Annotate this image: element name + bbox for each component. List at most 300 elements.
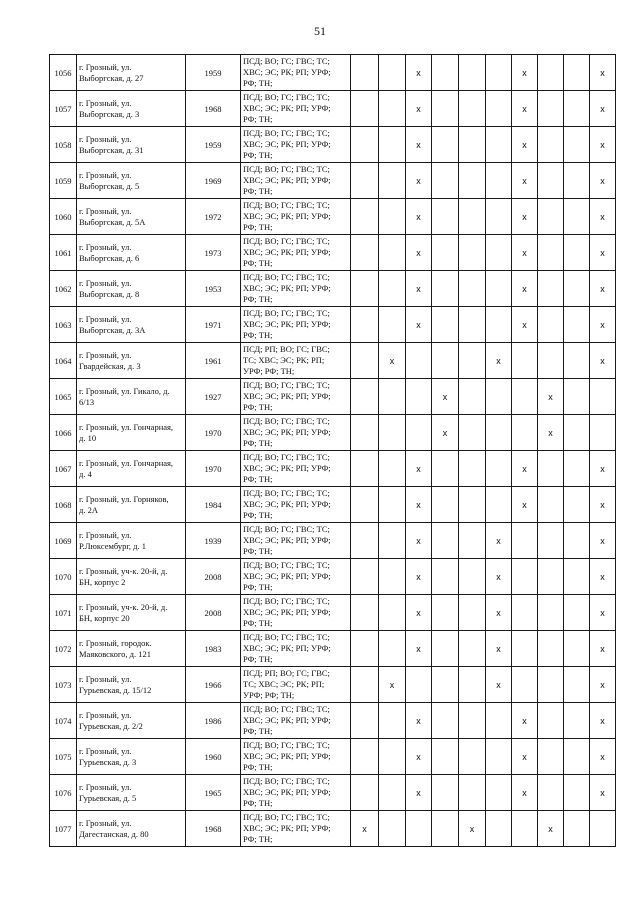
mark-cell <box>486 235 512 271</box>
construction-year: 1961 <box>204 355 222 366</box>
row-number: 1056 <box>54 67 72 78</box>
row-number-cell <box>50 631 77 667</box>
address-line: г. Грозный, ул. <box>79 277 132 288</box>
mark-value: x <box>600 211 605 222</box>
mark-cell <box>351 163 379 199</box>
mark-value: x <box>416 643 421 654</box>
address-line: г. Грозный, ул. <box>79 817 132 828</box>
mark-cell <box>590 127 616 163</box>
row-number-cell <box>50 235 77 271</box>
row-number: 1059 <box>54 175 72 186</box>
mark-cell <box>590 739 616 775</box>
mark-cell <box>486 91 512 127</box>
systems-line: РФ; ТН; <box>243 798 273 808</box>
mark-cell <box>432 55 459 91</box>
mark-cell <box>486 451 512 487</box>
mark-value: x <box>600 715 605 726</box>
mark-cell <box>379 595 406 631</box>
row-number-cell <box>50 703 77 739</box>
mark-value: x <box>600 463 605 474</box>
mark-cell <box>432 703 459 739</box>
address-cell <box>77 487 186 523</box>
mark-cell <box>486 595 512 631</box>
mark-value: x <box>548 391 553 402</box>
mark-cell <box>459 235 486 271</box>
systems-line: ПСД; ВО; ГС; ГВС; ТС; <box>243 164 330 174</box>
systems-cell <box>241 199 351 235</box>
address-line: Р.Люксембург, д. 1 <box>79 540 146 551</box>
mark-value: x <box>496 571 501 582</box>
row-number: 1075 <box>54 751 72 762</box>
year-cell <box>186 451 241 487</box>
mark-cell <box>486 127 512 163</box>
systems-line: ХВС; ЭС; РК; РП; УРФ; <box>243 391 331 401</box>
mark-cell <box>564 271 590 307</box>
mark-cell <box>486 667 512 703</box>
mark-cell <box>486 163 512 199</box>
mark-value: x <box>362 823 367 834</box>
row-number-cell <box>50 127 77 163</box>
mark-value: x <box>600 679 605 690</box>
table-row <box>50 631 616 667</box>
mark-cell <box>351 703 379 739</box>
systems-line: ПСД; ВО; ГС; ГВС; ТС; <box>243 128 330 138</box>
mark-cell <box>379 307 406 343</box>
construction-year: 1971 <box>204 319 222 330</box>
address-cell <box>77 163 186 199</box>
mark-cell <box>590 55 616 91</box>
mark-cell <box>379 487 406 523</box>
table-row <box>50 127 616 163</box>
construction-year: 2008 <box>204 571 222 582</box>
mark-cell <box>379 523 406 559</box>
mark-value: x <box>600 751 605 762</box>
mark-cell <box>379 415 406 451</box>
address-line: г. Грозный, ул. <box>79 169 132 180</box>
mark-cell <box>406 523 432 559</box>
mark-value: x <box>416 607 421 618</box>
mark-cell <box>351 523 379 559</box>
address-line: Выборгская, д. 6 <box>79 252 140 263</box>
mark-cell <box>538 271 564 307</box>
mark-cell <box>432 487 459 523</box>
mark-value: x <box>600 571 605 582</box>
address-line: г. Грозный, ул. <box>79 745 132 756</box>
mark-value: x <box>522 499 527 510</box>
registry-table-body <box>50 55 616 847</box>
row-number: 1066 <box>54 427 72 438</box>
mark-cell <box>406 271 432 307</box>
mark-cell <box>590 523 616 559</box>
row-number-cell <box>50 739 77 775</box>
mark-cell <box>590 235 616 271</box>
mark-cell <box>351 379 379 415</box>
systems-line: ПСД; ВО; ГС; ГВС; ТС; <box>243 56 330 66</box>
mark-value: x <box>416 247 421 258</box>
address-line: Гурьевская, д. 15/12 <box>79 684 152 695</box>
mark-value: x <box>416 283 421 294</box>
mark-cell <box>538 739 564 775</box>
mark-cell <box>564 451 590 487</box>
systems-cell <box>241 379 351 415</box>
systems-line: ПСД; ВО; ГС; ГВС; ТС; <box>243 740 330 750</box>
systems-line: ХВС; ЭС; РК; РП; УРФ; <box>243 427 331 437</box>
mark-cell <box>351 487 379 523</box>
mark-cell <box>351 199 379 235</box>
mark-cell <box>432 811 459 847</box>
address-cell <box>77 523 186 559</box>
systems-line: ХВС; ЭС; РК; РП; УРФ; <box>243 283 331 293</box>
year-cell <box>186 379 241 415</box>
systems-cell <box>241 91 351 127</box>
address-line: Выборгская, д. 5 <box>79 180 140 191</box>
mark-cell <box>459 379 486 415</box>
mark-cell <box>459 163 486 199</box>
mark-cell <box>406 667 432 703</box>
mark-cell <box>538 523 564 559</box>
mark-value: x <box>416 535 421 546</box>
mark-cell <box>351 775 379 811</box>
mark-value: x <box>548 427 553 438</box>
mark-cell <box>564 127 590 163</box>
mark-cell <box>538 343 564 379</box>
mark-cell <box>459 307 486 343</box>
mark-value: x <box>416 787 421 798</box>
systems-cell <box>241 523 351 559</box>
mark-cell <box>564 703 590 739</box>
address-cell <box>77 55 186 91</box>
mark-cell <box>406 415 432 451</box>
address-cell <box>77 631 186 667</box>
mark-cell <box>406 595 432 631</box>
systems-cell <box>241 703 351 739</box>
year-cell <box>186 811 241 847</box>
systems-cell <box>241 559 351 595</box>
mark-cell <box>432 271 459 307</box>
mark-cell <box>432 595 459 631</box>
row-number-cell <box>50 559 77 595</box>
systems-line: ТС; ХВС; ЭС; РК; РП; <box>243 679 325 689</box>
mark-cell <box>351 595 379 631</box>
mark-value: x <box>496 535 501 546</box>
mark-cell <box>406 451 432 487</box>
systems-cell <box>241 811 351 847</box>
mark-cell <box>564 307 590 343</box>
year-cell <box>186 55 241 91</box>
systems-cell <box>241 415 351 451</box>
row-number-cell <box>50 811 77 847</box>
mark-cell <box>590 595 616 631</box>
address-cell <box>77 667 186 703</box>
row-number: 1073 <box>54 679 72 690</box>
mark-value: x <box>496 607 501 618</box>
table-row <box>50 271 616 307</box>
mark-cell <box>351 235 379 271</box>
construction-year: 1960 <box>204 751 222 762</box>
mark-cell <box>538 235 564 271</box>
mark-cell <box>486 199 512 235</box>
mark-cell <box>406 811 432 847</box>
table-row <box>50 703 616 739</box>
systems-line: ПСД; ВО; ГС; ГВС; ТС; <box>243 560 330 570</box>
mark-value: x <box>416 571 421 582</box>
address-line: Дагестанская, д. 80 <box>79 828 149 839</box>
table-row <box>50 775 616 811</box>
address-line: Выборгская, д. 5А <box>79 216 146 227</box>
mark-cell <box>459 487 486 523</box>
mark-cell <box>590 811 616 847</box>
row-number-cell <box>50 667 77 703</box>
construction-year: 1970 <box>204 427 222 438</box>
mark-cell <box>512 307 538 343</box>
mark-cell <box>379 631 406 667</box>
mark-cell <box>379 127 406 163</box>
mark-cell <box>512 343 538 379</box>
mark-cell <box>538 199 564 235</box>
mark-cell <box>486 307 512 343</box>
mark-cell <box>406 127 432 163</box>
construction-year: 1927 <box>204 391 222 402</box>
address-line: г. Грозный, ул. <box>79 133 132 144</box>
mark-cell <box>406 343 432 379</box>
mark-cell <box>406 163 432 199</box>
mark-cell <box>432 199 459 235</box>
mark-cell <box>351 55 379 91</box>
mark-cell <box>486 523 512 559</box>
systems-line: ПСД; ВО; ГС; ГВС; ТС; <box>243 704 330 714</box>
row-number-cell <box>50 415 77 451</box>
year-cell <box>186 199 241 235</box>
mark-cell <box>432 379 459 415</box>
table-row <box>50 307 616 343</box>
systems-line: ТС; ХВС; ЭС; РК; РП; <box>243 355 325 365</box>
mark-cell <box>351 127 379 163</box>
mark-value: x <box>600 355 605 366</box>
systems-cell <box>241 163 351 199</box>
row-number: 1072 <box>54 643 72 654</box>
mark-value: x <box>522 211 527 222</box>
mark-cell <box>564 739 590 775</box>
mark-cell <box>590 775 616 811</box>
address-line: Маяковского, д. 121 <box>79 648 151 659</box>
construction-year: 1984 <box>204 499 222 510</box>
address-line: БН, корпус 2 <box>79 576 126 587</box>
systems-line: ХВС; ЭС; РК; РП; УРФ; <box>243 247 331 257</box>
address-cell <box>77 199 186 235</box>
address-cell <box>77 127 186 163</box>
mark-value: x <box>416 211 421 222</box>
mark-cell <box>590 667 616 703</box>
mark-cell <box>432 523 459 559</box>
mark-value: x <box>442 427 448 438</box>
mark-cell <box>432 775 459 811</box>
mark-value: x <box>469 823 475 834</box>
mark-cell <box>564 343 590 379</box>
mark-value: x <box>416 103 421 114</box>
table-row <box>50 163 616 199</box>
mark-cell <box>538 595 564 631</box>
systems-cell <box>241 451 351 487</box>
mark-cell <box>459 271 486 307</box>
construction-year: 2008 <box>204 607 222 618</box>
mark-cell <box>538 163 564 199</box>
mark-cell <box>459 775 486 811</box>
mark-cell <box>379 739 406 775</box>
systems-cell <box>241 271 351 307</box>
mark-value: x <box>416 319 421 330</box>
mark-cell <box>590 163 616 199</box>
mark-value: x <box>600 643 605 654</box>
construction-year: 1968 <box>204 103 222 114</box>
mark-cell <box>512 91 538 127</box>
address-line: г. Грозный, уч-к. 20-й, д. <box>79 601 168 612</box>
row-number: 1060 <box>54 211 72 222</box>
construction-year: 1959 <box>204 67 222 78</box>
year-cell <box>186 127 241 163</box>
construction-year: 1983 <box>204 643 222 654</box>
mark-cell <box>564 379 590 415</box>
page-number: 51 <box>314 24 326 38</box>
construction-year: 1968 <box>204 823 222 834</box>
mark-cell <box>486 811 512 847</box>
systems-line: ХВС; ЭС; РК; РП; УРФ; <box>243 751 331 761</box>
mark-cell <box>564 631 590 667</box>
table-row <box>50 199 616 235</box>
address-cell <box>77 559 186 595</box>
mark-cell <box>512 667 538 703</box>
mark-cell <box>590 91 616 127</box>
systems-line: РФ; ТН; <box>243 78 273 88</box>
systems-line: РФ; ТН; <box>243 294 273 304</box>
systems-line: ПСД; ВО; ГС; ГВС; ТС; <box>243 632 330 642</box>
year-cell <box>186 775 241 811</box>
mark-value: x <box>522 319 527 330</box>
mark-cell <box>538 667 564 703</box>
year-cell <box>186 415 241 451</box>
row-number: 1062 <box>54 283 72 294</box>
address-line: г. Грозный, ул. Горняков, <box>79 493 169 504</box>
address-line: БН, корпус 20 <box>79 612 130 623</box>
row-number: 1064 <box>54 355 72 366</box>
systems-line: РФ; ТН; <box>243 150 273 160</box>
mark-cell <box>379 451 406 487</box>
mark-cell <box>432 559 459 595</box>
systems-cell <box>241 595 351 631</box>
mark-cell <box>351 271 379 307</box>
systems-line: ХВС; ЭС; РК; РП; УРФ; <box>243 571 331 581</box>
mark-cell <box>351 631 379 667</box>
row-number-cell <box>50 91 77 127</box>
mark-cell <box>512 811 538 847</box>
year-cell <box>186 343 241 379</box>
mark-cell <box>432 739 459 775</box>
mark-cell <box>459 199 486 235</box>
mark-value: x <box>600 67 605 78</box>
address-line: Гурьевская, д. 2/2 <box>79 720 143 731</box>
year-cell <box>186 271 241 307</box>
table-row <box>50 343 616 379</box>
systems-line: РФ; ТН; <box>243 186 273 196</box>
mark-cell <box>406 235 432 271</box>
row-number-cell <box>50 307 77 343</box>
address-cell <box>77 451 186 487</box>
mark-cell <box>512 559 538 595</box>
address-line: г. Грозный, ул. Гончарная, <box>79 457 174 468</box>
mark-cell <box>459 811 486 847</box>
mark-value: x <box>522 787 527 798</box>
address-line: Гурьевская, д. 3 <box>79 756 137 767</box>
mark-cell <box>486 415 512 451</box>
systems-line: ХВС; ЭС; РК; РП; УРФ; <box>243 103 331 113</box>
table-row <box>50 415 616 451</box>
address-cell <box>77 307 186 343</box>
systems-line: ПСД; ВО; ГС; ГВС; ТС; <box>243 380 330 390</box>
mark-cell <box>379 667 406 703</box>
mark-cell <box>590 451 616 487</box>
systems-line: УРФ; РФ; ТН; <box>243 366 295 376</box>
mark-cell <box>459 343 486 379</box>
mark-value: x <box>416 751 421 762</box>
systems-cell <box>241 307 351 343</box>
mark-value: x <box>600 319 605 330</box>
mark-cell <box>406 775 432 811</box>
mark-value: x <box>600 247 605 258</box>
systems-cell <box>241 343 351 379</box>
mark-value: x <box>389 679 395 690</box>
address-cell <box>77 343 186 379</box>
address-line: г. Грозный, ул. <box>79 709 132 720</box>
mark-cell <box>459 703 486 739</box>
row-number-cell <box>50 199 77 235</box>
address-cell <box>77 703 186 739</box>
mark-cell <box>351 451 379 487</box>
address-line: 6/13 <box>79 396 95 407</box>
table-row <box>50 667 616 703</box>
systems-line: ХВС; ЭС; РК; РП; УРФ; <box>243 643 331 653</box>
construction-year: 1966 <box>204 679 222 690</box>
systems-line: ПСД; ВО; ГС; ГВС; ТС; <box>243 488 330 498</box>
year-cell <box>186 523 241 559</box>
table-row <box>50 523 616 559</box>
systems-cell <box>241 631 351 667</box>
systems-line: РФ; ТН; <box>243 546 273 556</box>
table-row <box>50 451 616 487</box>
address-cell <box>77 739 186 775</box>
mark-cell <box>564 163 590 199</box>
address-cell <box>77 235 186 271</box>
row-number-cell <box>50 379 77 415</box>
mark-cell <box>538 775 564 811</box>
mark-cell <box>379 235 406 271</box>
row-number-cell <box>50 451 77 487</box>
mark-cell <box>459 127 486 163</box>
row-number: 1068 <box>54 499 72 510</box>
mark-cell <box>379 163 406 199</box>
mark-cell <box>538 307 564 343</box>
mark-cell <box>564 91 590 127</box>
construction-year: 1969 <box>204 175 222 186</box>
mark-value: x <box>522 463 527 474</box>
mark-cell <box>486 739 512 775</box>
systems-line: ХВС; ЭС; РК; РП; УРФ; <box>243 463 331 473</box>
mark-value: x <box>416 499 421 510</box>
table-row <box>50 487 616 523</box>
address-line: Выборгская, д. 3А <box>79 324 146 335</box>
mark-cell <box>486 559 512 595</box>
mark-value: x <box>522 283 527 294</box>
mark-cell <box>432 235 459 271</box>
address-line: г. Грозный, уч-к. 20-й, д. <box>79 565 168 576</box>
